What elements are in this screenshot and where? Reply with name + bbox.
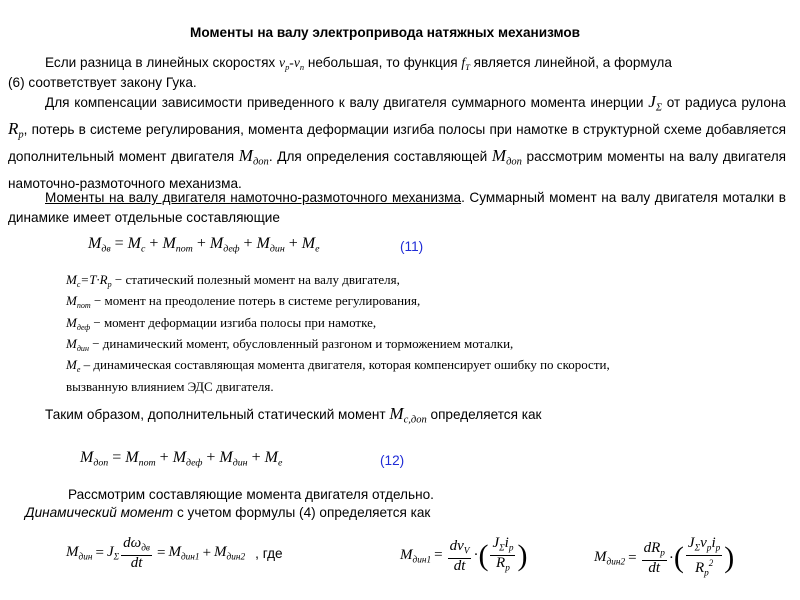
eq11-op: + xyxy=(243,235,253,252)
eq11-m-e: $M_е$ xyxy=(301,235,320,255)
eq3-equals: = xyxy=(628,549,637,566)
p1-text-b: небольшая, то функция xyxy=(304,55,462,70)
eq11-m-din: $M_{дин}$ xyxy=(256,235,285,255)
page-title: Моменты на валу электропривода натяжных механизмов xyxy=(190,25,581,40)
eqb-plus: + xyxy=(202,544,212,561)
eq11-op: = xyxy=(114,235,124,252)
definition-m-e: $M_е$ – динамическая составляющая момента двигателя, которая компенсирует ошибку по скорости, xyxy=(66,357,610,375)
p3-text: . Суммарный момент на валу двигателя моталки в динамике имеет отдельные составляющие xyxy=(8,190,786,225)
p1-text-a: Если разница в линейных скоростях xyxy=(45,55,280,70)
eq11-m-c: $M_с$ xyxy=(127,235,146,255)
eqb-equals-2: = xyxy=(156,544,166,561)
dynamic-moment-term: Динамический момент xyxy=(25,505,174,520)
eq3-inner-fraction: $\frac{J_\Sigma v_рi_р}{R_р^2}$ xyxy=(687,535,721,579)
eq12-op: + xyxy=(251,449,261,466)
p2-text-a: Для компенсации зависимости приведенного к валу двигателя суммарного момента инерции xyxy=(45,95,649,110)
p2-text-b: от радиуса рулона xyxy=(662,95,786,110)
eq12-op: + xyxy=(206,449,216,466)
eq12-m-din: $M_{дин}$ xyxy=(219,449,248,469)
p2-text-e: рассмотрим моменты на валу двигателя намоточно-размоточного механизма. xyxy=(8,149,786,191)
f-t-symbol: $f_T$ xyxy=(461,55,470,72)
equation-11 xyxy=(88,235,320,254)
paragraph-1-line-2: (6) соответствует закону Гука. xyxy=(8,75,197,90)
eq11-op: + xyxy=(149,235,159,252)
eq12-m-e: $M_е$ xyxy=(264,449,283,469)
p6-text: с учетом формулы (4) определяется как xyxy=(173,505,431,520)
eq11-m-def: $M_{деф}$ xyxy=(209,235,240,255)
eq3-left-paren: ( xyxy=(673,541,684,575)
eq2-m-din1: $M_{дин1}$ xyxy=(400,546,432,565)
equation-m-din1: $M_{дин1}$ = $\frac{dv_V}{dt}$ · ( $\frac{J_\Sigma i_р}{R_р}$ ) xyxy=(400,535,528,574)
r-p-symbol: $R_р$ xyxy=(8,119,24,141)
eq2-left-paren: ( xyxy=(478,538,489,572)
eq12-op: = xyxy=(112,449,122,466)
eq2-inner-fraction: $\frac{J_\Sigma i_р}{R_р}$ xyxy=(492,535,514,574)
eq11-m-dv: $M_{дв}$ xyxy=(88,235,111,255)
definition-m-c: $M_c=T\cdot R_р$ − статический полезный момент на валу двигателя, xyxy=(66,272,400,289)
eq11-op: + xyxy=(196,235,206,252)
eq12-m-pot: $M_{пот}$ xyxy=(125,449,156,469)
equation-12 xyxy=(80,449,282,468)
eq2-equals: = xyxy=(434,547,443,564)
section-heading-underlined: Моменты на валу двигателя намоточно-размоточного механизма xyxy=(45,190,462,205)
eq12-m-dop: $M_{доп}$ xyxy=(80,449,109,469)
eq11-op: + xyxy=(288,235,298,252)
v-p-symbol: $v_р$ xyxy=(279,55,290,72)
minus-sign: - xyxy=(289,55,294,70)
p2-text-c: , потерь в системе регулирования, момента деформации изгиба полосы при намотке в структурной схеме добавляется дополнительный момент двигателя xyxy=(8,122,786,165)
definition-m-din: $M_{дин}$ − динамический момент, обусловленный разгоном и торможением моталки, xyxy=(66,335,514,353)
eqb-where: , где xyxy=(255,545,283,561)
p4-text-b: определяется как xyxy=(426,407,542,422)
equation-11-number: (11) xyxy=(400,239,424,254)
eq12-m-def: $M_{деф}$ xyxy=(172,449,203,469)
definitions-list xyxy=(66,272,610,395)
equation-m-din2: $M_{дин2}$ = $\frac{dR_р}{dt}$ · ( $\frac{J_\Sigma v_рi_р}{R_р^2}$ ) xyxy=(594,535,735,579)
paragraph-4 xyxy=(45,404,541,431)
eq3-m-din2: $M_{дин2}$ xyxy=(594,549,626,568)
j-sigma-symbol: $J_\Sigma$ xyxy=(648,92,663,114)
p1-text-c: является линейной, а формула xyxy=(469,55,672,70)
paragraph-2 xyxy=(8,92,786,194)
equation-dynamic-moment xyxy=(66,536,283,570)
definition-m-def: $M_{деф}$ − момент деформации изгиба полосы при намотке, xyxy=(66,314,377,332)
paragraph-6 xyxy=(25,503,430,523)
paragraph-3 xyxy=(8,188,786,228)
definition-m-pot: $M_{пот}$ − момент на преодоление потерь в системе регулирования, xyxy=(66,293,421,311)
definition-continuation: вызванную влиянием ЭДС двигателя. xyxy=(66,378,274,394)
eq12-op: + xyxy=(159,449,169,466)
equation-12-number: (12) xyxy=(380,453,405,468)
v-n-symbol: $v_п$ xyxy=(293,55,305,72)
eqb-m-din1: $M_{дин1}$ xyxy=(168,544,200,563)
eq3-right-paren: ) xyxy=(724,541,735,575)
eqb-equals: = xyxy=(95,544,104,561)
m-s-dop-symbol: $M_{с,доп}$ xyxy=(389,404,427,426)
eqb-m-din: $M_{дин}$ xyxy=(66,544,93,563)
m-dop-symbol: $M_{доп}$ xyxy=(238,146,269,169)
eq3-fraction-dr-dt: $\frac{dR_р}{dt}$ xyxy=(643,540,665,577)
eqb-j-sigma: $J_\Sigma$ xyxy=(106,544,120,563)
eqb-m-din2: $M_{дин2}$ xyxy=(214,544,246,563)
m-dop-symbol-2: $M_{доп}$ xyxy=(491,146,522,169)
p4-text-a: Таким образом, дополнительный статический момент xyxy=(45,407,390,422)
eq2-right-paren: ) xyxy=(517,538,528,572)
p2-text-d: . Для определения составляющей xyxy=(268,149,492,165)
eq2-fraction-dv-dt: $\frac{dv_V}{dt}$ xyxy=(449,537,470,574)
eq11-m-pot: $M_{пот}$ xyxy=(162,235,193,255)
eqb-fraction-domega-dt: $\frac{d\omega_{дв}}{dt}$ xyxy=(123,535,150,572)
paragraph-5: Рассмотрим составляющие момента двигателя отдельно. xyxy=(68,487,434,502)
